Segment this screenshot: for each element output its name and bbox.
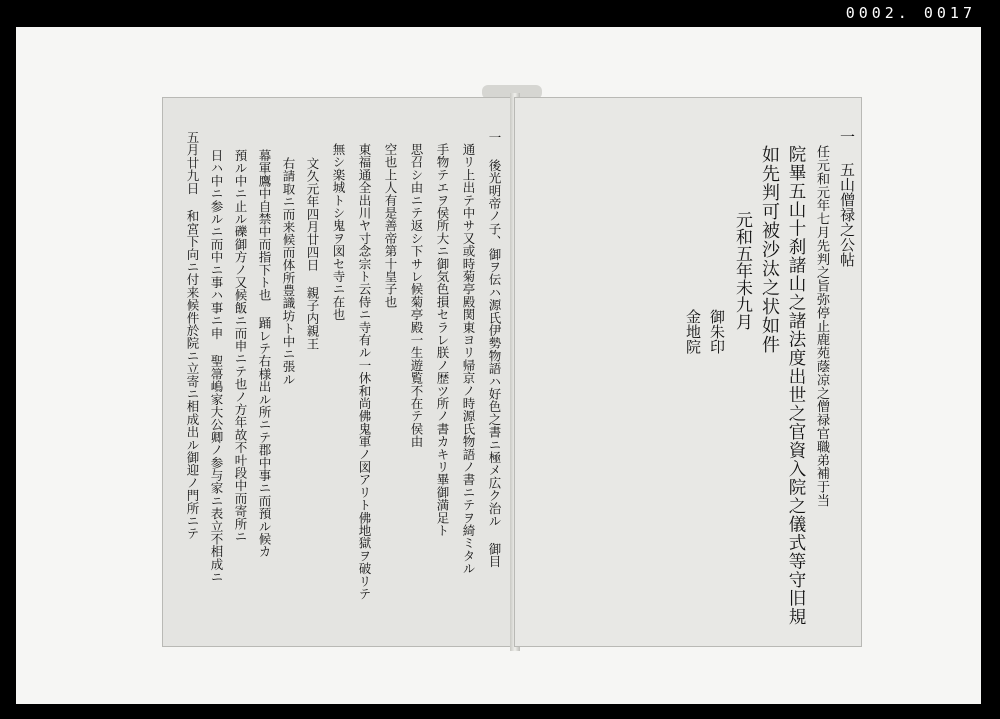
film-frame-number: 0002. 0017 xyxy=(845,4,976,22)
left-page-line-12: 日ハ中ニ参ルニ而中ニ事ハ事ニ申 聖箒嶋家大公卿ノ参与家ニ表立不相成ニ xyxy=(209,149,224,584)
left-page-line-6: 東福通全出川ヤ寸念宗ト云侍ニ寺有ル一休和尚佛鬼軍ノ図アリト佛地獄ヲ破リテ xyxy=(357,143,372,601)
left-page-line-10: 幕軍鷹中自禁中而指下ト也 踊レテ右様出ル所ニテ郡中事ニ而預ル候カ xyxy=(257,149,272,558)
left-page-line-9: 右請取ニ而来候而体所豊識坊ト中ニ張ル xyxy=(281,157,296,386)
left-page-line-2: 通リ上出テ中サ又或時菊亭殿関東ヨリ帰京ノ時源氏物語ノ書ニテヲ綺ミタル xyxy=(461,143,476,575)
left-page-line-11: 預ル中ニ止ル礫御方ノ又候飯ニ而申ニテ也ノ方年故不叶段中而寄所ニ xyxy=(233,149,248,543)
left-page-line-8: 文久元年四月廿四日 親子内親王 xyxy=(305,157,320,350)
right-page xyxy=(514,97,862,647)
right-page-recipient: 金地院 xyxy=(684,309,702,354)
left-page-line-13: 五月廿九日 和宮下向ニ付来候件於院ニ立寄ニ相成出ル御迎ノ門所ニテ xyxy=(185,131,200,540)
left-page-line-3: 手物テエヲ侯所大ニ御気色損セラレ朕ノ歴ツ所ノ書カキリ畢御満足ト xyxy=(435,143,450,537)
left-page-line-1: 一 後光明帝ノ子、御ヲ伝ハ源氏伊勢物語ハ好色之書ニ極メ広ク治ル 御目 xyxy=(487,131,502,568)
left-page-line-4: 思召シ由ニテ返シ下サレ候菊亭殿一生遊覧不在テ侯由 xyxy=(409,143,424,448)
right-page-line-1: 任元和元年七月先判之旨弥停止鹿苑蔭凉之僧禄官職弟補于当 xyxy=(814,145,829,507)
right-page-line-3: 如先判可被沙汰之状如件 xyxy=(759,145,780,354)
right-page-line-2: 院畢五山十刹諸山之諸法度出世之官資入院之儀式等守旧規 xyxy=(786,145,806,626)
left-page xyxy=(162,97,514,647)
left-page-line-5: 空也上人有是善帝第十皇子也 xyxy=(383,143,398,309)
open-book xyxy=(162,93,865,651)
right-page-date: 元和五年未九月 xyxy=(732,211,752,330)
right-page-seal-note: 御朱印 xyxy=(708,309,726,354)
right-page-heading: 一 五山僧禄之公帖 xyxy=(838,129,856,267)
left-page-line-7: 無シ楽城トシ鬼ヲ図セ寺ニ在也 xyxy=(331,143,346,321)
